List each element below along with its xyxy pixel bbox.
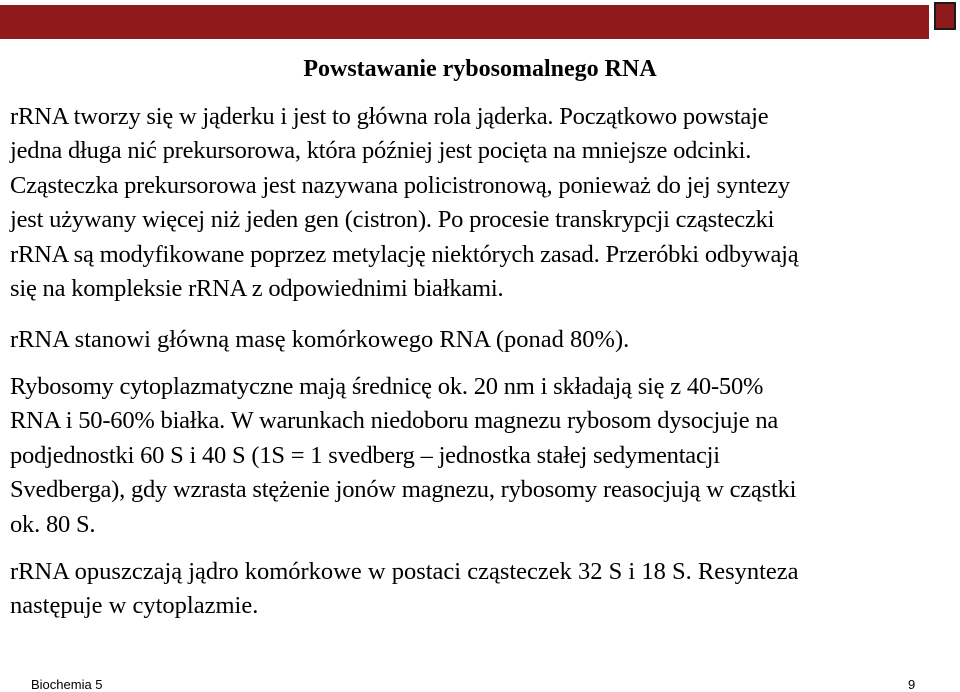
slide-title: Powstawanie rybosomalnego RNA xyxy=(303,56,657,82)
paragraph-rrna-mass: rRNA stanowi główną masę komórkowego RNA (ponad 80%). xyxy=(10,326,630,353)
corner-decorative-box xyxy=(934,2,956,30)
paragraph-ribosomes: Rybosomy cytoplazmatyczne mają średnicę ok. 20 nm i składają się z 40-50% RNA i 50-60% białka. W warunkach niedoboru magnezu rybosom dysocjuje na podjednostki 60 S i 40 S (1S = 1 svedberg – jednostka stałej sedymentacji Svedberga), gdy wzrasta stężenie jonów magnezu, rybosomy reasocjują w cząstki ok. 80 S. xyxy=(10,373,797,538)
paragraph-rrna-formation: rRNA tworzy się w jąderku i jest to główna rola jąderka. Początkowo powstaje jedna długa nić prekursorowa, która później jest pocięta na mniejsze odcinki. Cząsteczka prekursorowa jest nazywana policistronową, ponieważ do jej syntezy jest używany więcej niż jeden gen (cistron). Po procesie transkrypcji cząsteczki rRNA są modyfikowane poprzez metylację niektórych zasad. Przeróbki odbywają się na kompleksie rRNA z odpowiednimi białkami. xyxy=(10,103,799,303)
top-decorative-bar xyxy=(0,5,929,39)
footer-course-name: Biochemia 5 xyxy=(31,677,103,692)
footer-page-number: 9 xyxy=(908,677,916,692)
paragraph-rrna-export: rRNA opuszczają jądro komórkowe w postaci cząsteczek 32 S i 18 S. Resynteza następuje w cytoplazmie. xyxy=(10,558,799,620)
